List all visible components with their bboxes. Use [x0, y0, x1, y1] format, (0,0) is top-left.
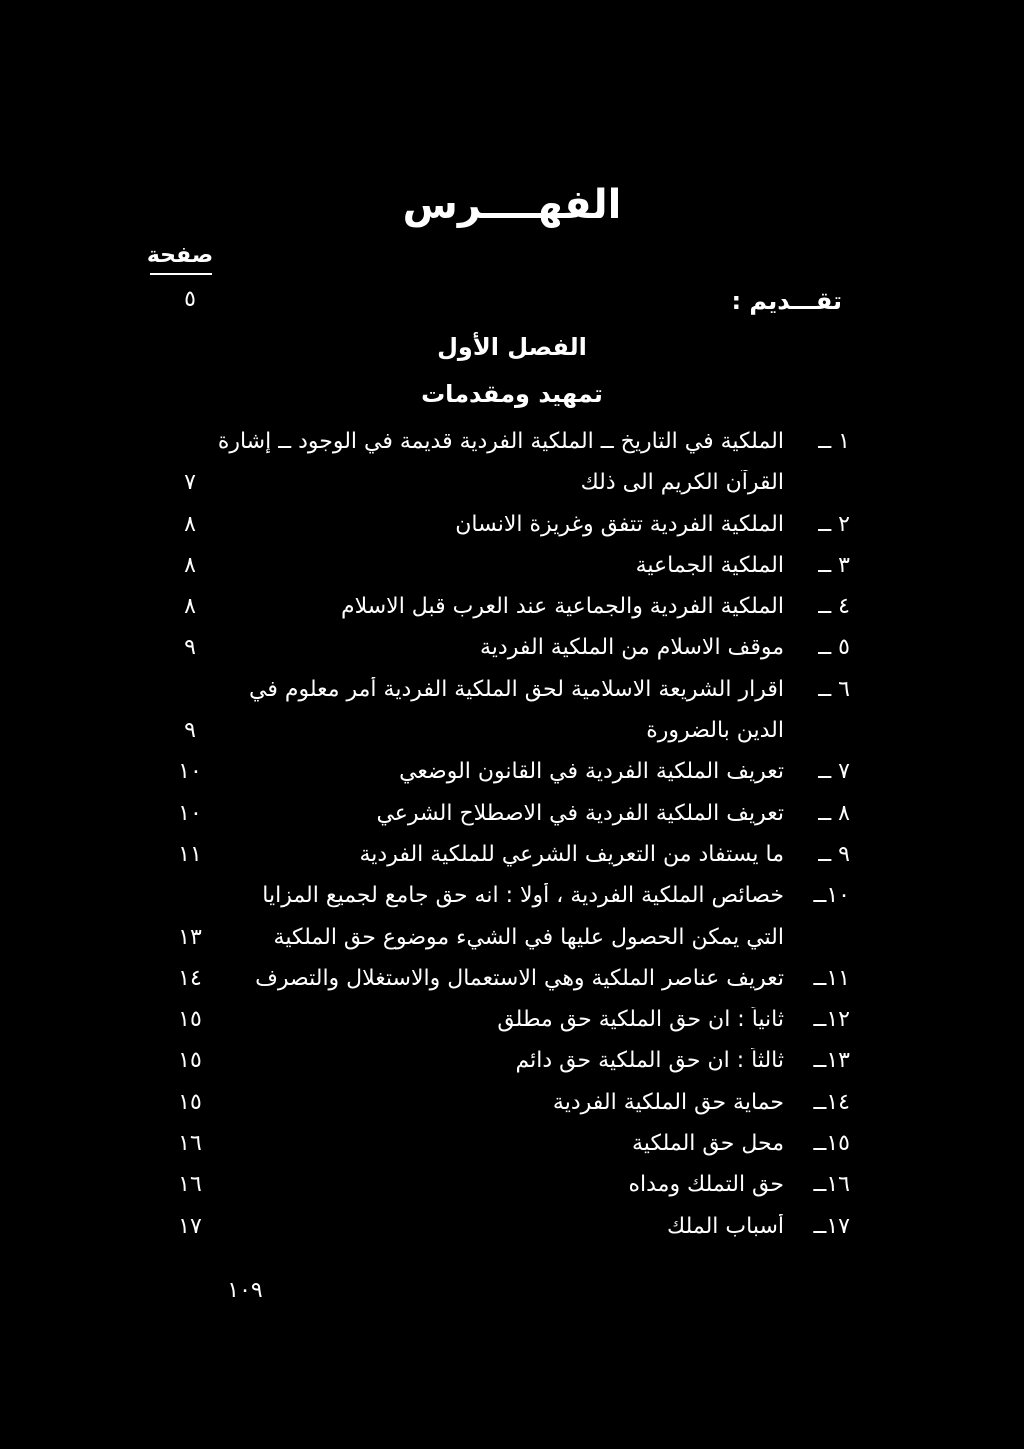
entry-text-continued: القرآن الكريم الى ذلك	[580, 470, 784, 496]
entry-page-number: ٧	[184, 470, 196, 496]
entry-text-continued: الدين بالضرورة	[646, 718, 784, 744]
entry-number: ٦ ــ	[818, 676, 850, 702]
toc-entry-line	[160, 714, 850, 755]
entry-number: ٤ ــ	[818, 594, 850, 620]
entry-page-number: ٨	[184, 511, 196, 537]
entry-text: تعريف الملكية الفردية في القانون الوضعي	[399, 759, 784, 785]
entry-page-number: ٨	[184, 552, 196, 578]
toc-entry-line	[160, 962, 850, 1003]
toc-entry	[160, 631, 850, 672]
entry-page-number: ١٣	[178, 924, 202, 950]
entry-page-number: ٨	[184, 594, 196, 620]
toc-entry-line	[160, 425, 850, 466]
entry-number: ٩ ــ	[818, 841, 850, 867]
chapter-title: الفصل الأول	[437, 333, 587, 361]
toc-entry	[160, 838, 850, 879]
entry-text: محل حق الملكية	[632, 1131, 784, 1157]
toc-entry-line	[160, 466, 850, 507]
entry-page-number: ٩	[184, 718, 196, 744]
entry-page-number: ١٦	[178, 1172, 202, 1198]
entry-text: ثالثاً : ان حق الملكية حق دائم	[515, 1048, 784, 1074]
toc-entry-line	[160, 879, 850, 920]
toc-entry-line	[160, 1127, 850, 1168]
toc-entry-line	[160, 631, 850, 672]
toc-entry	[160, 1168, 850, 1209]
entry-text: اقرار الشريعة الاسلامية لحق الملكية الفردية أمر معلوم في	[248, 676, 784, 702]
entry-number: ٣ ــ	[818, 552, 850, 578]
entry-text: حماية حق الملكية الفردية	[552, 1089, 784, 1115]
toc-entry-line	[160, 549, 850, 590]
toc-entry	[160, 962, 850, 1003]
entry-text: حق التملك ومداه	[628, 1172, 784, 1198]
entry-number: ٢ ــ	[818, 511, 850, 537]
toc-entry	[160, 673, 850, 756]
toc-entry-line	[160, 921, 850, 962]
toc-entry-line	[160, 755, 850, 796]
entry-number: ١١ــ	[813, 965, 850, 991]
entry-page-number: ١١	[178, 841, 202, 867]
entry-page-number: ١٤	[178, 965, 202, 991]
entry-number: ١٤ــ	[813, 1089, 850, 1115]
entry-text: تعريف الملكية الفردية في الاصطلاح الشرعي	[376, 800, 784, 826]
toc-entry-line	[160, 1168, 850, 1209]
toc-entry-line	[160, 508, 850, 549]
toc-entry	[160, 1210, 850, 1251]
toc-entry-line	[160, 797, 850, 838]
entry-text: ما يستفاد من التعريف الشرعي للملكية الفردية	[359, 841, 784, 867]
entry-text-continued: التي يمكن الحصول عليها في الشيء موضوع حق الملكية	[273, 924, 784, 950]
entry-number: ١٧ــ	[813, 1213, 850, 1239]
entry-text: الملكية في التاريخ ــ الملكية الفردية قديمة في الوجود ــ إشارة	[217, 429, 784, 454]
entry-text: الملكية الفردية والجماعية عند العرب قبل الاسلام	[340, 594, 784, 620]
toc-entry-line	[160, 1003, 850, 1044]
entry-page-number: ١٠	[178, 800, 202, 826]
toc-entry	[160, 1003, 850, 1044]
entry-text: خصائص الملكية الفردية ، أولا : انه حق جامع لجميع المزايا	[262, 883, 784, 909]
entry-text: الملكية الجماعية	[635, 552, 784, 578]
entry-number: ٥ ــ	[818, 635, 850, 661]
toc-entry-line	[160, 1044, 850, 1085]
entry-page-number: ١٧	[178, 1213, 202, 1239]
entry-number: ١٠ــ	[813, 883, 850, 909]
entry-page-number: ١٥	[178, 1089, 202, 1115]
page-column-header: صفحة	[146, 243, 214, 268]
toc-entry	[160, 1044, 850, 1085]
toc-entry	[160, 755, 850, 796]
toc-entry	[160, 425, 850, 508]
entry-text: ثانياً : ان حق الملكية حق مطلق	[497, 1007, 784, 1033]
page-title: الفهــــرس	[402, 182, 622, 228]
entry-number: ٨ ــ	[818, 800, 850, 826]
toc-entry	[160, 1127, 850, 1168]
toc-entry-line	[160, 1086, 850, 1127]
toc-entry	[160, 590, 850, 631]
entry-page-number: ١٠	[178, 759, 202, 785]
entry-number: ١٦ــ	[813, 1172, 850, 1198]
intro-label: تقـــديم :	[731, 287, 842, 315]
entry-page-number: ١٥	[178, 1048, 202, 1074]
footer-page-number: ١٠٩	[227, 1278, 263, 1303]
toc-entry	[160, 549, 850, 590]
entry-text: تعريف عناصر الملكية وهي الاستعمال والاستغلال والتصرف	[255, 965, 784, 991]
toc-entry-line	[160, 1210, 850, 1251]
toc-entry	[160, 508, 850, 549]
entry-number: ١٣ــ	[813, 1048, 850, 1074]
entry-text: موقف الاسلام من الملكية الفردية	[480, 635, 784, 661]
toc-entry-line	[160, 590, 850, 631]
toc-entry	[160, 879, 850, 962]
toc-entry-line	[160, 838, 850, 879]
entry-page-number: ١٦	[178, 1131, 202, 1157]
toc-entries	[160, 425, 850, 1251]
entry-page-number: ٩	[184, 635, 196, 661]
intro-page-number: ٥	[184, 287, 196, 312]
chapter-subtitle: تمهيد ومقدمات	[421, 380, 603, 408]
entry-number: ١ ــ	[818, 429, 850, 454]
toc-entry-line	[160, 673, 850, 714]
entry-number: ١٢ــ	[813, 1007, 850, 1033]
page-column-rule	[150, 273, 212, 275]
entry-number: ١٥ــ	[813, 1131, 850, 1157]
toc-entry	[160, 797, 850, 838]
entry-text: الملكية الفردية تتفق وغريزة الانسان	[455, 511, 784, 537]
entry-text: أسباب الملك	[667, 1213, 784, 1239]
toc-entry	[160, 1086, 850, 1127]
entry-number: ٧ ــ	[818, 759, 850, 785]
entry-page-number: ١٥	[178, 1007, 202, 1033]
